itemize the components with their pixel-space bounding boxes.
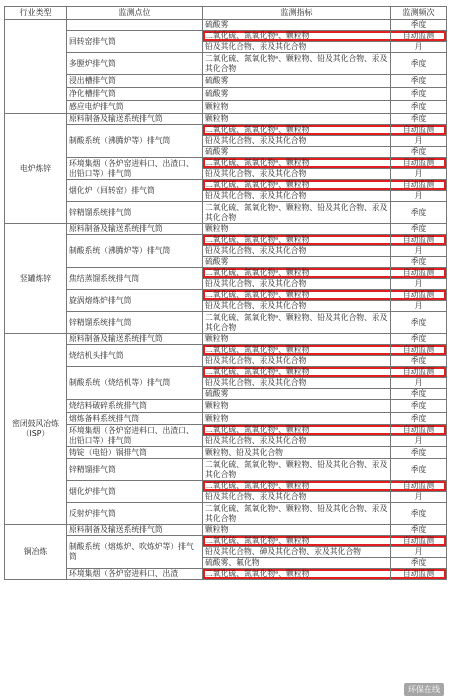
frequency-cell: 季度	[391, 147, 447, 158]
metric-cell: 二氧化硫、氮氧化物ᵃ、颗粒物、铅及其化合物、汞及其化合物	[203, 53, 391, 75]
highlighted-metric-cell: 二氧化硫、氮氧化物ᵃ、颗粒物	[203, 481, 391, 492]
point-cell: 反射炉排气筒	[67, 503, 203, 525]
point-cell: 锌精馏系统排气筒	[67, 312, 203, 334]
frequency-cell: 季度	[391, 114, 447, 125]
table-row	[5, 400, 447, 413]
metric-cell: 二氧化硫、氮氧化物ᵃ、颗粒物、铅及其化合物、汞及其化合物	[203, 202, 391, 224]
point-cell: 环境集烟（各炉窑进料口、出渣口、出铅口等）排气筒	[67, 158, 203, 180]
table-row	[5, 158, 447, 169]
highlighted-frequency-cell: 自动监测	[391, 180, 447, 191]
frequency-cell: 季度	[391, 459, 447, 481]
point-cell: 制酸系统（熔炼炉、吹炼炉等）排气筒	[67, 536, 203, 569]
point-cell: 原料制备及输送系统排气筒	[67, 334, 203, 345]
metric-cell: 二氧化硫、氮氧化物ᵃ、颗粒物、铅及其化合物、汞及其化合物	[203, 503, 391, 525]
highlighted-frequency-cell: 自动监测	[391, 31, 447, 42]
metric-cell: 铅及其化合物、汞及其化合物	[203, 191, 391, 202]
metric-cell: 颗粒物	[203, 413, 391, 425]
metric-cell: 颗粒物	[203, 400, 391, 413]
metric-cell: 铅及其化合物、汞及其化合物	[203, 246, 391, 257]
frequency-cell: 季度	[391, 413, 447, 425]
metric-cell: 颗粒物、铅及其化合物	[203, 447, 391, 459]
frequency-cell: 季度	[391, 257, 447, 268]
metric-cell: 铅及其化合物、汞及其化合物	[203, 279, 391, 290]
table-row	[5, 224, 447, 235]
frequency-cell: 月	[391, 246, 447, 257]
table-row	[5, 268, 447, 279]
frequency-cell: 月	[391, 169, 447, 180]
metric-cell: 颗粒物	[203, 525, 391, 536]
point-cell: 净化槽排气筒	[67, 88, 203, 101]
point-cell: 环境集烟（各炉窑进料口、出渣	[67, 569, 203, 580]
header-point: 监测点位	[67, 7, 203, 20]
metric-cell: 铅及其化合物、汞及其化合物	[203, 169, 391, 180]
point-cell: 烧结料破碎系统排气筒	[67, 400, 203, 413]
point-cell: 原料制备及输送系统排气筒	[67, 114, 203, 125]
frequency-cell: 季度	[391, 525, 447, 536]
table-row	[5, 53, 447, 75]
frequency-cell: 季度	[391, 75, 447, 88]
point-cell: 感应电炉排气筒	[67, 101, 203, 114]
metric-cell: 铅及其化合物、砷及其化合物、汞及其化合物	[203, 547, 391, 558]
metric-cell: 铅及其化合物、汞及其化合物	[203, 42, 391, 53]
frequency-cell: 月	[391, 378, 447, 389]
frequency-cell: 月	[391, 42, 447, 53]
highlighted-metric-cell: 二氧化硫、氮氧化物ᵃ、颗粒物	[203, 367, 391, 378]
industry-cell: 竖罐炼锌	[5, 224, 67, 334]
frequency-cell: 季度	[391, 202, 447, 224]
highlighted-frequency-cell: 自动监测	[391, 268, 447, 279]
point-cell: 烧结机头排气筒	[67, 345, 203, 367]
table-row	[5, 525, 447, 536]
highlighted-metric-cell: 二氧化硫、氮氧化物ᵃ、颗粒物	[203, 345, 391, 356]
metric-cell: 铅及其化合物、汞及其化合物	[203, 492, 391, 503]
table-row	[5, 536, 447, 547]
highlighted-frequency-cell: 自动监测	[391, 345, 447, 356]
table-header-row	[5, 7, 447, 20]
metric-cell: 硫酸雾	[203, 147, 391, 158]
point-cell: 熔炼备料系统排气筒	[67, 413, 203, 425]
point-cell: 原料制备及输送系统排气筒	[67, 525, 203, 536]
metric-cell: 颗粒物	[203, 334, 391, 345]
frequency-cell: 季度	[391, 356, 447, 367]
frequency-cell: 季度	[391, 224, 447, 235]
frequency-cell: 季度	[391, 312, 447, 334]
point-cell: 铸锭（电铅）锅排气筒	[67, 447, 203, 459]
table-row	[5, 125, 447, 136]
metric-cell: 颗粒物	[203, 114, 391, 125]
frequency-cell: 月	[391, 136, 447, 147]
point-cell: 制酸系统（烧结机等）排气筒	[67, 367, 203, 400]
frequency-cell: 月	[391, 301, 447, 312]
highlighted-metric-cell: 二氧化硫、氮氧化物ᵃ、颗粒物	[203, 31, 391, 42]
highlighted-frequency-cell: 自动监测	[391, 125, 447, 136]
metric-cell: 二氧化硫、氮氧化物ᵃ、颗粒物、铅及其化合物、汞及其化合物	[203, 312, 391, 334]
metric-cell: 颗粒物	[203, 224, 391, 235]
metric-cell: 硫酸雾	[203, 389, 391, 400]
frequency-cell: 季度	[391, 334, 447, 345]
metric-cell: 硫酸雾	[203, 75, 391, 88]
frequency-cell: 季度	[391, 20, 447, 31]
highlighted-frequency-cell: 自动监测	[391, 425, 447, 436]
watermark: 环保在线	[404, 683, 444, 696]
highlighted-frequency-cell: 自动监测	[391, 481, 447, 492]
table-row	[5, 569, 447, 580]
frequency-cell: 月	[391, 279, 447, 290]
point-cell: 多膛炉排气筒	[67, 53, 203, 75]
point-cell: 锌精馏排气筒	[67, 459, 203, 481]
highlighted-frequency-cell: 自动监测	[391, 290, 447, 301]
table-row	[5, 367, 447, 378]
point-cell: 烟化炉（回转窑）排气筒	[67, 180, 203, 202]
table-row	[5, 202, 447, 224]
metric-cell: 铅及其化合物、汞及其化合物	[203, 378, 391, 389]
metric-cell: 二氧化硫、氮氧化物ᵃ、颗粒物、铅及其化合物、汞及其化合物	[203, 459, 391, 481]
table-row	[5, 447, 447, 459]
highlighted-metric-cell: 二氧化硫、氮氧化物ᵃ、颗粒物	[203, 425, 391, 436]
highlighted-metric-cell: 二氧化硫、氮氧化物ᵃ、颗粒物	[203, 536, 391, 547]
frequency-cell: 月	[391, 436, 447, 447]
table-row	[5, 334, 447, 345]
point-cell: 制酸系统（沸腾炉等）排气筒	[67, 125, 203, 158]
point-cell: 锌精馏系统排气筒	[67, 202, 203, 224]
header-frequency: 监测频次	[391, 7, 447, 20]
metric-cell: 铅及其化合物、汞及其化合物	[203, 356, 391, 367]
monitoring-table	[4, 6, 447, 580]
table-row	[5, 114, 447, 125]
metric-cell: 铅及其化合物、汞及其化合物	[203, 436, 391, 447]
metric-cell: 铅及其化合物、汞及其化合物	[203, 136, 391, 147]
industry-cell: 铜冶炼	[5, 525, 67, 580]
metric-cell: 颗粒物	[203, 101, 391, 114]
point-cell: 焦结蒸馏系统排气筒	[67, 268, 203, 290]
table-row	[5, 481, 447, 492]
table-row	[5, 503, 447, 525]
highlighted-metric-cell: 二氧化硫、氮氧化物ᵃ、颗粒物	[203, 125, 391, 136]
frequency-cell: 月	[391, 191, 447, 202]
highlighted-metric-cell: 二氧化硫、氮氧化物ᵃ、颗粒物	[203, 180, 391, 191]
frequency-cell: 季度	[391, 389, 447, 400]
table-row	[5, 290, 447, 301]
frequency-cell: 季度	[391, 558, 447, 569]
highlighted-metric-cell: 二氧化硫、氮氧化物ᵃ、颗粒物	[203, 569, 391, 580]
highlighted-metric-cell: 二氧化硫、氮氧化物ᵃ、颗粒物	[203, 290, 391, 301]
frequency-cell: 季度	[391, 101, 447, 114]
header-industry: 行业类型	[5, 7, 67, 20]
point-cell: 浸出槽排气筒	[67, 75, 203, 88]
frequency-cell: 季度	[391, 447, 447, 459]
frequency-cell: 季度	[391, 53, 447, 75]
table-row	[5, 31, 447, 42]
point-cell: 回转窑排气筒	[67, 31, 203, 53]
metric-cell: 铅及其化合物、汞及其化合物	[203, 301, 391, 312]
frequency-cell: 季度	[391, 503, 447, 525]
table-row	[5, 180, 447, 191]
metric-cell: 硫酸雾、氟化物	[203, 558, 391, 569]
table-row	[5, 345, 447, 356]
metric-cell: 硫酸雾	[203, 257, 391, 268]
table-body	[5, 20, 447, 580]
table-row	[5, 101, 447, 114]
industry-cell: 电炉炼锌	[5, 114, 67, 224]
point-cell: 旋涡熔炼炉排气筒	[67, 290, 203, 312]
highlighted-metric-cell: 二氧化硫、氮氧化物ᵃ、颗粒物	[203, 268, 391, 279]
highlighted-frequency-cell: 自动监测	[391, 158, 447, 169]
industry-cell	[5, 20, 67, 114]
metric-cell: 硫酸雾	[203, 20, 391, 31]
frequency-cell: 季度	[391, 88, 447, 101]
highlighted-frequency-cell: 自动监测	[391, 367, 447, 378]
header-metric: 监测指标	[203, 7, 391, 20]
highlighted-frequency-cell: 自动监测	[391, 536, 447, 547]
point-cell: 制酸系统（沸腾炉等）排气筒	[67, 235, 203, 268]
table-row	[5, 235, 447, 246]
table-row	[5, 425, 447, 436]
point-cell	[67, 20, 203, 31]
industry-cell: 密闭鼓风冶炼（ISP）	[5, 334, 67, 525]
table-row	[5, 312, 447, 334]
point-cell: 烟化炉排气筒	[67, 481, 203, 503]
table-row	[5, 459, 447, 481]
point-cell: 原料制备及输送系统排气筒	[67, 224, 203, 235]
highlighted-frequency-cell: 自动监测	[391, 569, 447, 580]
highlighted-metric-cell: 二氧化硫、氮氧化物ᵃ、颗粒物	[203, 158, 391, 169]
highlighted-frequency-cell: 自动监测	[391, 235, 447, 246]
frequency-cell: 月	[391, 492, 447, 503]
point-cell: 环境集烟（各炉窑进料口、出渣口、出铅口等）排气筒	[67, 425, 203, 447]
highlighted-metric-cell: 二氧化硫、氮氧化物ᵃ、颗粒物	[203, 235, 391, 246]
table-row	[5, 88, 447, 101]
frequency-cell: 季度	[391, 400, 447, 413]
table-row	[5, 75, 447, 88]
metric-cell: 硫酸雾	[203, 88, 391, 101]
frequency-cell: 月	[391, 547, 447, 558]
table-row	[5, 20, 447, 31]
table-row	[5, 413, 447, 425]
